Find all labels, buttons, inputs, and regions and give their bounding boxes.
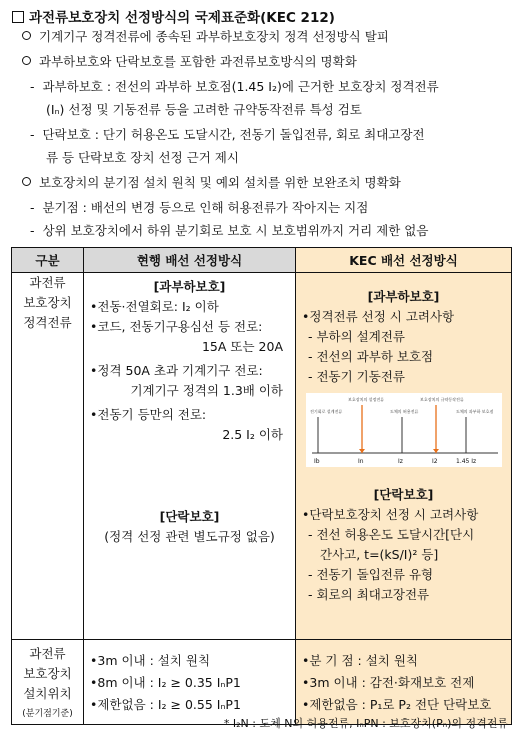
location-item: •제한없음 : I₂ ≥ 0.55 IₙP1 [90, 697, 241, 712]
section-title [12, 6, 335, 26]
circle-bullet-icon [22, 56, 31, 65]
footnote: * I₂N : 도체 N의 허용전류, IₙPN : 보호장치(Pₙ)의 정격전류 [223, 717, 508, 730]
location-item: •3m 이내 : 설치 원칙 [90, 653, 211, 668]
row-label-rated-current [12, 273, 84, 640]
bullet-text: 단락보호 : 단기 허용온도 도달시간, 전동기 돌입전류, 회로 최대고장전 [42, 127, 425, 142]
tick-iz: Iz [398, 458, 403, 465]
diagram-arrow-i2 [433, 449, 439, 453]
dash-line [30, 199, 368, 217]
bullet-line [22, 28, 389, 46]
overload-item: •전동기 등만의 전로: [90, 407, 207, 422]
bullet-text: 보호장치의 분기점 설치 원칙 및 예외 설치를 위한 보완조치 명확화 [39, 175, 401, 190]
tick-i2: I2 [432, 458, 438, 465]
current-location-cell [84, 640, 296, 725]
kec-overload-heading: [과부하보호] [367, 289, 440, 304]
dash-marker: - [30, 223, 43, 238]
kec-short-item: 간사고, t=(kS/I)² 등] [320, 547, 439, 562]
row-label-line: 보호장치 [23, 295, 72, 310]
row-label-install-location [12, 640, 84, 725]
current-relation-diagram [306, 393, 502, 467]
overload-item: •코드, 전동기구용심선 등 전로: [90, 319, 263, 334]
kec-location-item: •분 기 점 : 설치 원칙 [302, 653, 418, 668]
section-title-text: 과전류보호장치 선정방식의 국제표준화(KEC 212) [29, 10, 335, 26]
diagram-svg [306, 393, 502, 467]
dash-marker: - [30, 79, 43, 94]
bullet-text: 과부하보호 : 전선의 과부하 보호점(1.45 I₂)에 근거한 보호장치 정격전류 [42, 79, 439, 94]
row-label-line: 보호장치 [23, 666, 72, 681]
current-rated-cell [84, 273, 296, 640]
circle-bullet-icon [22, 177, 31, 186]
kec-overload-item: •정격전류 선정 시 고려사항 [302, 309, 455, 324]
kec-short-circuit-heading: [단락보호] [373, 487, 434, 502]
row-label-line: 과전류 [29, 275, 66, 290]
overload-item: •정격 50A 초과 기계기구 전로: [90, 363, 263, 378]
bullet-text: 상위 보호장치에서 하위 분기회로 보호 시 보호범위까지 거리 제한 없음 [42, 223, 429, 238]
overload-item: 15A 또는 20A [201, 339, 283, 354]
diagram-label-iz: 도체의 허용전류 [390, 409, 419, 414]
kec-overload-item: - 부하의 설계전류 [308, 329, 405, 344]
dash-line [30, 126, 425, 144]
diagram-arrow-in [359, 449, 365, 453]
tick-in: In [358, 458, 364, 465]
overload-item: 기계기구 정격의 1.3배 이하 [130, 383, 283, 398]
short-circuit-text: (정격 선정 관련 별도규정 없음) [104, 529, 275, 544]
kec-short-item: - 전동기 돌입전류 유형 [308, 567, 434, 582]
bullet-line [22, 53, 357, 71]
kec-short-item: •단락보호장치 선정 시 고려사항 [302, 507, 479, 522]
dash-marker: - [30, 200, 43, 215]
kec-overload-item: - 전선의 과부하 보호점 [308, 349, 434, 364]
kec-short-item: - 전선 허용온도 도달시간[단시 [308, 527, 475, 542]
dash-line [30, 78, 439, 96]
kec-rated-cell [296, 273, 512, 640]
bullet-text: 과부하보호와 단락보호를 포함한 과전류보호방식의 명확화 [39, 54, 357, 69]
circle-bullet-icon [22, 31, 31, 40]
kec-location-item: •3m 이내 : 감전·화재보호 전제 [302, 675, 475, 690]
diagram-label-in: 보호장치의 설정전류 [348, 397, 385, 402]
bullet-text: 분기점 : 배선의 변경 등으로 인해 허용전류가 작아지는 지점 [42, 200, 369, 215]
header-current-method: 현행 배선 선정방식 [84, 248, 296, 273]
dash-marker: - [30, 127, 43, 142]
header-kec-method: KEC 배선 선정방식 [296, 248, 512, 273]
bullet-text: 류 등 단락보호 장치 선정 근거 제시 [46, 150, 239, 165]
diagram-label-i2: 보호장치의 규약동작전류 [420, 397, 464, 402]
tick-ib: Ib [314, 458, 320, 465]
kec-location-cell [296, 640, 512, 725]
tick-145iz: 1.45 Iz [456, 458, 477, 465]
continuation-line [46, 101, 362, 119]
short-circuit-heading: [단락보호] [159, 509, 220, 524]
overload-heading: [과부하보호] [153, 279, 226, 294]
overload-item: 2.5 I₂ 이하 [222, 427, 283, 442]
continuation-line [46, 149, 239, 167]
row-label-line: 설치위치 [23, 686, 72, 701]
row-label-line: 과전류 [29, 646, 66, 661]
overload-item: •전동·전열회로: I₂ 이하 [90, 299, 219, 314]
bullet-text: (Iₙ) 선정 및 기동전류 등을 고려한 규약동작전류 특성 검토 [46, 102, 362, 117]
kec-short-item: - 회로의 최대고장전류 [308, 587, 430, 602]
row-label-note: (분기점기준) [22, 709, 73, 719]
dash-line [30, 222, 428, 240]
row-label-line: 정격전류 [23, 315, 72, 330]
bullet-line [22, 174, 401, 192]
checkbox-square-icon [12, 11, 24, 23]
location-item: •8m 이내 : I₂ ≥ 0.35 IₙP1 [90, 675, 241, 690]
diagram-label-145iz: 도체의 과부하 보호점 [456, 409, 494, 414]
diagram-label-ib: 전기회로 설계전류 [310, 409, 343, 414]
kec-location-item: •제한없음 : P₁로 P₂ 전단 단락보호 [302, 697, 492, 712]
header-gubun: 구분 [12, 248, 84, 273]
bullet-text: 기계기구 정격전류에 종속된 과부하보호장치 정격 선정방식 탈피 [39, 29, 389, 44]
comparison-table [11, 247, 512, 725]
kec-overload-item: - 전동기 기동전류 [308, 369, 405, 384]
